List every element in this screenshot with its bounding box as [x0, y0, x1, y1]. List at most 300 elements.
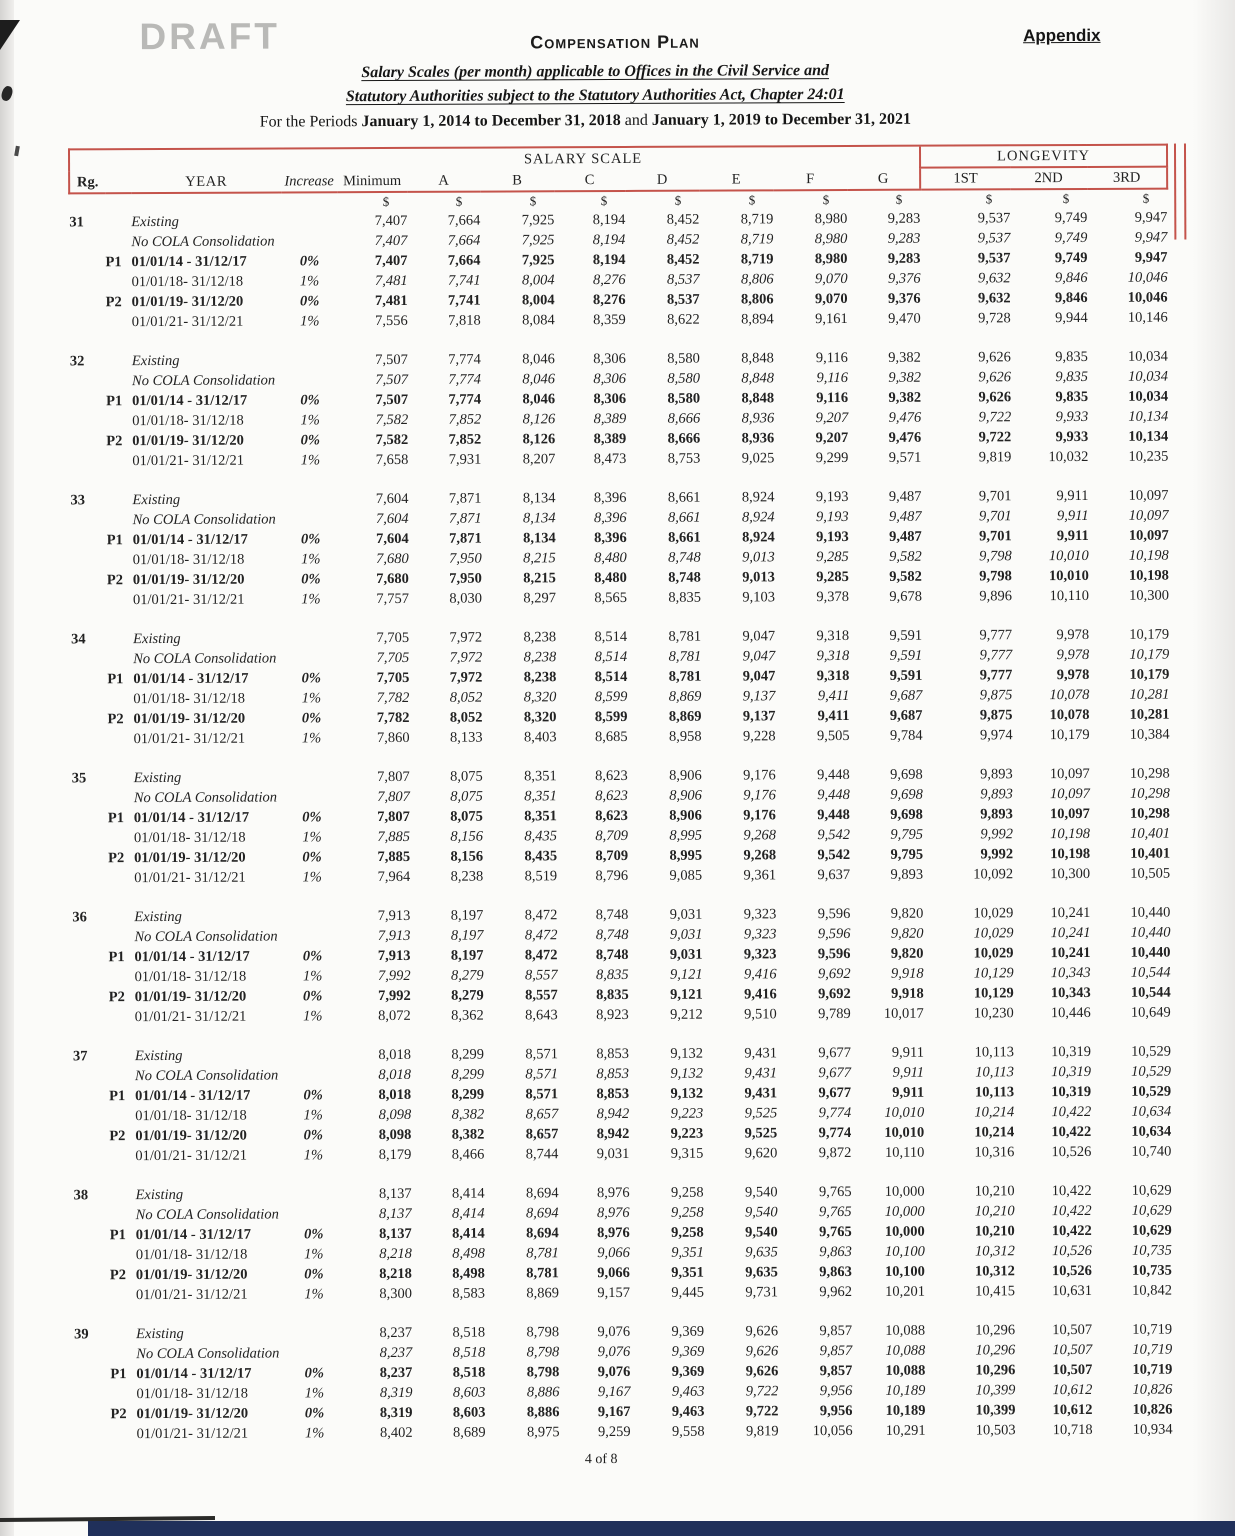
salary-cell: 9,323 [743, 926, 777, 943]
salary-cell: 8,137 [379, 1225, 412, 1243]
range-spacer [70, 431, 106, 451]
salary-cell: 9,571 [888, 449, 922, 466]
salary-cell: 10,415 [975, 1283, 1016, 1300]
range-spacer [71, 709, 107, 729]
salary-cell: 9,846 [1054, 269, 1088, 287]
period-2: January 1, 2019 to December 31, 2021 [651, 110, 912, 129]
salary-cell: 10,097 [1128, 507, 1169, 524]
salary-cell: 9,911 [892, 1064, 925, 1081]
year-label: 01/01/18- 31/12/18 [133, 829, 246, 847]
salary-cell: 8,472 [524, 927, 558, 944]
salary-cell: 8,806 [740, 291, 774, 308]
salary-cell: 9,047 [742, 648, 776, 665]
salary-cell: 7,860 [376, 729, 410, 747]
currency-symbol: $ [674, 192, 682, 208]
salary-cell: 9,596 [817, 905, 851, 923]
salary-cell: 9,121 [669, 966, 703, 983]
salary-cell: 10,092 [973, 866, 1014, 883]
salary-cell: 8,848 [741, 370, 775, 387]
salary-cell: 8,156 [450, 848, 484, 865]
period-and: and [620, 111, 652, 129]
salary-cell: 8,382 [451, 1106, 485, 1123]
salary-cell: 8,848 [741, 350, 774, 367]
col-header-2nd: 2ND [1010, 167, 1087, 189]
double-red-border [1174, 144, 1186, 240]
year-label: 01/01/18- 31/12/18 [132, 551, 245, 569]
salary-cell: 8,571 [525, 1086, 559, 1103]
increase-value [284, 926, 340, 946]
salary-cell: 8,906 [669, 807, 702, 824]
salary-cell: 10,113 [975, 1084, 1015, 1101]
salary-cell: 8,237 [379, 1324, 413, 1342]
salary-cell: 8,685 [594, 728, 628, 746]
period-marker: P1 [106, 393, 123, 410]
salary-cell: 10,842 [1132, 1282, 1173, 1299]
salary-cell: 8,098 [378, 1106, 412, 1124]
salary-cell: 10,179 [1049, 726, 1090, 744]
period-marker: P2 [108, 989, 125, 1006]
marker-spacer [106, 312, 132, 332]
salary-cell: 9,323 [743, 946, 777, 963]
salary-cell: 10,046 [1127, 289, 1168, 306]
increase-value [281, 211, 337, 231]
salary-cell: 9,974 [979, 727, 1013, 744]
salary-cell: 9,820 [890, 925, 924, 942]
salary-cell: 9,893 [980, 786, 1013, 803]
increase-value: 1% [300, 412, 320, 429]
salary-cell: 8,942 [596, 1105, 630, 1123]
marker-spacer [108, 729, 134, 749]
salary-cell: 10,029 [973, 925, 1014, 942]
salary-cell: 8,906 [669, 767, 702, 784]
salary-cell: 8,194 [592, 211, 626, 229]
year-label: 01/01/18- 31/12/18 [131, 273, 244, 291]
longevity-header: LONGEVITY [920, 145, 1167, 168]
salary-cell: 9,176 [743, 767, 776, 784]
salary-cell: 8,276 [592, 291, 626, 309]
salary-cell: 9,448 [817, 786, 850, 804]
salary-cell: 10,281 [1129, 706, 1170, 723]
salary-cell: 9,789 [818, 1005, 851, 1023]
salary-cell: 8,238 [450, 868, 484, 885]
marker-spacer [107, 689, 133, 709]
salary-cell: 9,137 [742, 688, 776, 705]
col-header-year: YEAR [131, 170, 281, 193]
salary-cell: 9,228 [742, 728, 776, 745]
salary-cell: 10,401 [1130, 845, 1171, 862]
salary-cell: 10,298 [1129, 765, 1170, 782]
salary-cell: 8,580 [667, 350, 700, 367]
salary-cell: 7,972 [449, 629, 483, 646]
salary-cell: 8,134 [523, 530, 556, 547]
salary-cell: 10,631 [1052, 1282, 1093, 1300]
salary-cell: 10,189 [885, 1402, 926, 1419]
col-header-3rd: 3RD [1087, 167, 1167, 189]
salary-cell: 10,529 [1131, 1043, 1171, 1060]
salary-cell: 9,047 [742, 668, 776, 685]
salary-cell: 7,481 [374, 292, 408, 310]
year-label: No COLA Consolidation [136, 1345, 280, 1363]
salary-cell: 7,556 [375, 312, 408, 330]
increase-value: 0% [302, 948, 323, 965]
salary-cell: 10,010 [884, 1104, 925, 1121]
salary-cell: 9,956 [819, 1382, 853, 1400]
salary-cell: 9,103 [742, 589, 775, 606]
marker-spacer [106, 351, 132, 371]
salary-cell: 9,318 [816, 627, 850, 645]
salary-cell: 8,748 [668, 569, 701, 586]
salary-cell: 8,936 [741, 430, 775, 447]
marker-spacer [106, 272, 132, 292]
salary-cell: 10,826 [1132, 1401, 1173, 1418]
salary-cell: 9,635 [745, 1244, 778, 1261]
salary-cell: 9,540 [745, 1224, 778, 1241]
salary-cell: 10,241 [1050, 924, 1091, 942]
salary-cell: 10,740 [1131, 1143, 1172, 1160]
salary-cell: 9,596 [817, 925, 851, 943]
salary-cell: 10,612 [1052, 1381, 1093, 1399]
salary-cell: 9,784 [889, 727, 923, 744]
salary-cell: 8,537 [666, 271, 700, 288]
salary-cell: 9,872 [818, 1144, 852, 1162]
range-number: 33 [70, 492, 86, 509]
salary-cell: 8,709 [595, 847, 629, 865]
salary-cell: 10,629 [1131, 1182, 1172, 1199]
salary-cell: 9,911 [1056, 527, 1089, 545]
salary-cell: 9,013 [742, 549, 775, 566]
salary-cell: 10,291 [885, 1422, 926, 1439]
salary-cell: 9,258 [670, 1204, 704, 1221]
salary-cell: 9,896 [979, 588, 1012, 605]
increase-value: 1% [304, 1385, 325, 1402]
salary-cell: 9,318 [816, 667, 850, 685]
salary-cell: 10,296 [975, 1322, 1016, 1339]
range-number: 32 [69, 353, 85, 370]
increase-value: 1% [302, 968, 323, 985]
range-spacer [71, 669, 107, 689]
salary-cell: 8,719 [740, 251, 774, 268]
salary-cell: 9,582 [889, 568, 922, 585]
range-spacer [70, 411, 106, 431]
salary-cell: 8,623 [595, 767, 628, 785]
year-label: 01/01/18- 31/12/18 [136, 1385, 249, 1403]
salary-cell: 7,913 [377, 947, 411, 965]
currency-spacer [281, 192, 337, 211]
salary-cell: 7,807 [377, 808, 410, 826]
salary-cell: 10,129 [973, 985, 1014, 1002]
salary-cell: 7,913 [377, 907, 411, 925]
salary-cell: 7,604 [376, 530, 409, 548]
salary-cell: 8,018 [378, 1066, 412, 1084]
salary-cell: 9,978 [1056, 646, 1090, 664]
salary-cell: 8,623 [595, 787, 628, 805]
salary-cell: 8,661 [667, 509, 701, 526]
marker-spacer [106, 371, 132, 391]
salary-cell: 9,076 [597, 1323, 631, 1341]
range-spacer [72, 868, 108, 888]
salary-cell: 9,795 [890, 826, 924, 843]
salary-cell: 8,299 [451, 1086, 485, 1103]
salary-cell: 9,678 [889, 588, 922, 605]
salary-cell: 9,918 [891, 985, 924, 1002]
salary-cell: 9,728 [978, 310, 1011, 327]
increase-value: 1% [304, 1246, 324, 1263]
salary-cell: 7,757 [376, 590, 409, 608]
salary-cell: 8,518 [452, 1324, 486, 1341]
salary-cell: 9,857 [819, 1342, 853, 1360]
salary-cell: 9,207 [815, 409, 849, 427]
year-label: 01/01/19- 31/12/20 [132, 571, 245, 589]
increase-value: 0% [302, 809, 322, 826]
marker-spacer [110, 1344, 136, 1364]
salary-cell: 9,893 [980, 806, 1013, 823]
year-label: 01/01/14 - 31/12/17 [134, 948, 250, 966]
salary-cell: 8,519 [524, 868, 558, 885]
salary-cell: 8,753 [667, 450, 701, 467]
salary-cell: 8,194 [592, 251, 626, 269]
salary-cell: 8,133 [449, 729, 483, 746]
salary-cell: 9,116 [815, 349, 848, 367]
salary-cell: 10,629 [1131, 1202, 1172, 1219]
salary-cell: 10,034 [1128, 368, 1169, 385]
increase-value: 0% [302, 988, 323, 1005]
salary-cell: 10,526 [1051, 1262, 1092, 1280]
salary-cell: 9,411 [817, 687, 850, 705]
salary-cell: 10,312 [974, 1263, 1015, 1280]
salary-cell: 10,719 [1132, 1361, 1173, 1378]
salary-cell: 9,722 [745, 1403, 779, 1420]
salary-cell: 8,276 [592, 271, 626, 289]
salary-cell: 10,179 [1129, 646, 1170, 663]
salary-cell: 10,505 [1130, 865, 1171, 882]
salary-cell: 9,722 [978, 429, 1012, 446]
salary-cell: 7,407 [374, 232, 408, 250]
salary-cell: 7,741 [447, 292, 481, 309]
salary-cell: 9,749 [1054, 249, 1088, 267]
salary-cell: 8,137 [378, 1185, 412, 1203]
salary-cell: 9,116 [816, 369, 849, 387]
salary-cell: 9,025 [741, 450, 775, 467]
salary-cell: 8,853 [596, 1045, 629, 1063]
salary-cell: 9,351 [671, 1244, 704, 1261]
salary-cell: 9,031 [669, 926, 703, 943]
range-spacer [74, 1285, 110, 1305]
range-spacer [73, 1086, 109, 1106]
salary-cell: 7,950 [449, 570, 482, 587]
range-spacer [74, 1384, 110, 1404]
salary-cell: 8,781 [668, 668, 702, 685]
range-spacer [70, 312, 106, 332]
range-number: 38 [73, 1187, 89, 1204]
salary-cell: 10,241 [1050, 904, 1091, 922]
salary-cell: 7,407 [374, 212, 408, 230]
period-marker: P1 [109, 1088, 126, 1105]
range-spacer [74, 1404, 110, 1424]
period-marker: P1 [106, 532, 123, 549]
salary-cell: 10,110 [885, 1144, 925, 1161]
year-label: 01/01/21- 31/12/21 [136, 1425, 249, 1443]
range-spacer [73, 1066, 109, 1086]
salary-cell: 8,279 [450, 967, 484, 984]
salary-cell: 10,010 [1048, 547, 1089, 565]
salary-cell: 7,507 [375, 371, 409, 389]
salary-cell: 9,777 [979, 627, 1013, 644]
salary-cell: 8,030 [449, 590, 482, 607]
salary-cell: 10,214 [974, 1124, 1015, 1141]
year-label: Existing [136, 1325, 184, 1343]
salary-cell: 8,694 [526, 1225, 559, 1242]
year-label: 01/01/14 - 31/12/17 [133, 809, 250, 827]
increase-value [282, 350, 338, 370]
salary-cell: 9,591 [889, 627, 923, 644]
salary-cell: 10,281 [1129, 686, 1170, 703]
year-label: 01/01/21- 31/12/21 [132, 452, 244, 470]
increase-value: 0% [303, 1087, 323, 1104]
salary-cell: 9,031 [669, 906, 703, 923]
period-marker: P1 [107, 671, 124, 688]
salary-cell: 8,218 [379, 1265, 412, 1283]
salary-cell: 8,320 [523, 709, 557, 726]
salary-cell: 7,925 [521, 252, 555, 269]
salary-cell: 9,525 [744, 1105, 778, 1122]
salary-cell: 10,719 [1132, 1341, 1173, 1358]
increase-value: 1% [301, 551, 321, 568]
salary-cell: 9,911 [1057, 507, 1089, 525]
salary-cell: 8,215 [523, 550, 556, 567]
salary-cell: 9,947 [1134, 229, 1168, 246]
col-header-f: F [773, 168, 847, 190]
salary-cell: 10,113 [975, 1064, 1015, 1081]
currency-symbol: $ [455, 193, 463, 209]
salary-cell: 10,210 [974, 1223, 1015, 1240]
salary-cell: 8,300 [379, 1285, 413, 1303]
col-header-increase: Increase [281, 170, 337, 192]
salary-cell: 8,238 [523, 649, 557, 666]
salary-cell: 9,161 [815, 310, 848, 328]
salary-cell: 8,694 [525, 1185, 559, 1202]
salary-cell: 9,031 [669, 946, 703, 963]
salary-cell: 9,911 [892, 1084, 925, 1101]
salary-cell: 8,835 [595, 966, 629, 984]
salary-cell: 8,320 [523, 689, 557, 706]
salary-cell: 9,431 [744, 1085, 778, 1102]
year-label: No COLA Consolidation [135, 1067, 279, 1085]
salary-cell: 9,066 [597, 1264, 630, 1282]
salary-cell: 8,853 [596, 1085, 630, 1103]
salary-cell: 8,075 [450, 808, 483, 825]
col-header-g: G [847, 168, 920, 190]
salary-cell: 8,869 [668, 708, 702, 725]
salary-cell: 9,692 [817, 965, 851, 983]
salary-cell: 8,709 [595, 827, 629, 845]
currency-symbol: $ [748, 192, 756, 208]
range-spacer [72, 808, 108, 828]
salary-cell: 9,795 [890, 846, 924, 863]
salary-cell: 9,620 [744, 1145, 778, 1162]
range-number: 39 [74, 1326, 89, 1343]
salary-cell: 9,863 [819, 1243, 852, 1261]
salary-cell: 10,056 [812, 1422, 853, 1440]
salary-cell: 8,976 [597, 1224, 630, 1242]
salary-cell: 9,978 [1056, 626, 1090, 644]
salary-cell: 9,820 [890, 905, 924, 922]
period-marker: P2 [108, 850, 125, 867]
marker-spacer [108, 907, 134, 927]
salary-cell: 10,097 [1128, 527, 1169, 544]
salary-cell: 7,481 [374, 272, 408, 290]
salary-cell: 8,835 [596, 986, 629, 1004]
page-title: Compensation Plan [530, 31, 700, 53]
col-header-b: B [480, 169, 554, 191]
salary-cell: 10,529 [1131, 1063, 1172, 1080]
salary-cell: 8,480 [594, 549, 627, 567]
marker-spacer [110, 1185, 136, 1205]
salary-cell: 9,798 [979, 568, 1012, 585]
salary-cell: 8,835 [668, 589, 701, 606]
increase-value: 0% [301, 670, 322, 687]
salary-cell: 8,869 [668, 688, 702, 705]
salary-cell: 7,992 [377, 967, 411, 985]
range-spacer [69, 252, 105, 272]
salary-cell: 8,537 [666, 291, 700, 308]
salary-cell: 7,664 [447, 212, 481, 229]
salary-cell: 8,603 [452, 1384, 486, 1401]
salary-cell: 8,389 [593, 410, 627, 428]
increase-value [286, 1204, 342, 1224]
range-spacer [73, 967, 109, 987]
salary-cell: 10,422 [1051, 1182, 1092, 1200]
salary-cell: 8,906 [669, 787, 702, 804]
salary-cell: 7,950 [449, 550, 482, 567]
salary-cell: 10,612 [1052, 1401, 1093, 1419]
salary-cell: 8,571 [525, 1046, 558, 1063]
salary-cell: 7,705 [376, 629, 410, 647]
salary-cell: 9,193 [815, 488, 849, 506]
salary-cell: 8,781 [526, 1245, 559, 1262]
salary-cell: 10,401 [1130, 825, 1171, 842]
salary-cell: 8,279 [451, 987, 484, 1004]
salary-cell: 8,084 [522, 312, 555, 329]
increase-value [283, 628, 339, 648]
salary-cell: 9,382 [888, 349, 921, 366]
year-label: No COLA Consolidation [135, 1206, 279, 1224]
salary-cell: 7,852 [448, 431, 482, 448]
salary-cell: 9,137 [742, 708, 776, 725]
salary-cell: 9,911 [891, 1044, 924, 1061]
salary-cell: 9,268 [743, 847, 777, 864]
range-spacer [69, 232, 105, 252]
col-header-marker [105, 171, 131, 193]
salary-cell: 9,626 [978, 389, 1012, 406]
period-marker: P2 [105, 294, 122, 311]
range-spacer [74, 1344, 110, 1364]
salary-cell: 9,944 [1055, 309, 1088, 327]
salary-cell: 9,918 [890, 965, 924, 982]
year-label: 01/01/14 - 31/12/17 [135, 1226, 251, 1244]
increase-value [284, 787, 340, 807]
range-spacer [73, 1007, 109, 1027]
salary-cell: 8,980 [814, 250, 848, 268]
salary-cell: 9,157 [597, 1284, 631, 1302]
salary-cell: 8,472 [524, 907, 558, 924]
salary-cell: 9,626 [978, 369, 1012, 386]
salary-cell: 8,498 [452, 1245, 485, 1262]
salary-cell: 8,748 [595, 926, 629, 944]
salary-cell: 8,414 [451, 1205, 485, 1222]
marker-spacer [107, 550, 133, 570]
increase-value: 1% [302, 829, 322, 846]
salary-cell: 9,283 [887, 230, 921, 247]
